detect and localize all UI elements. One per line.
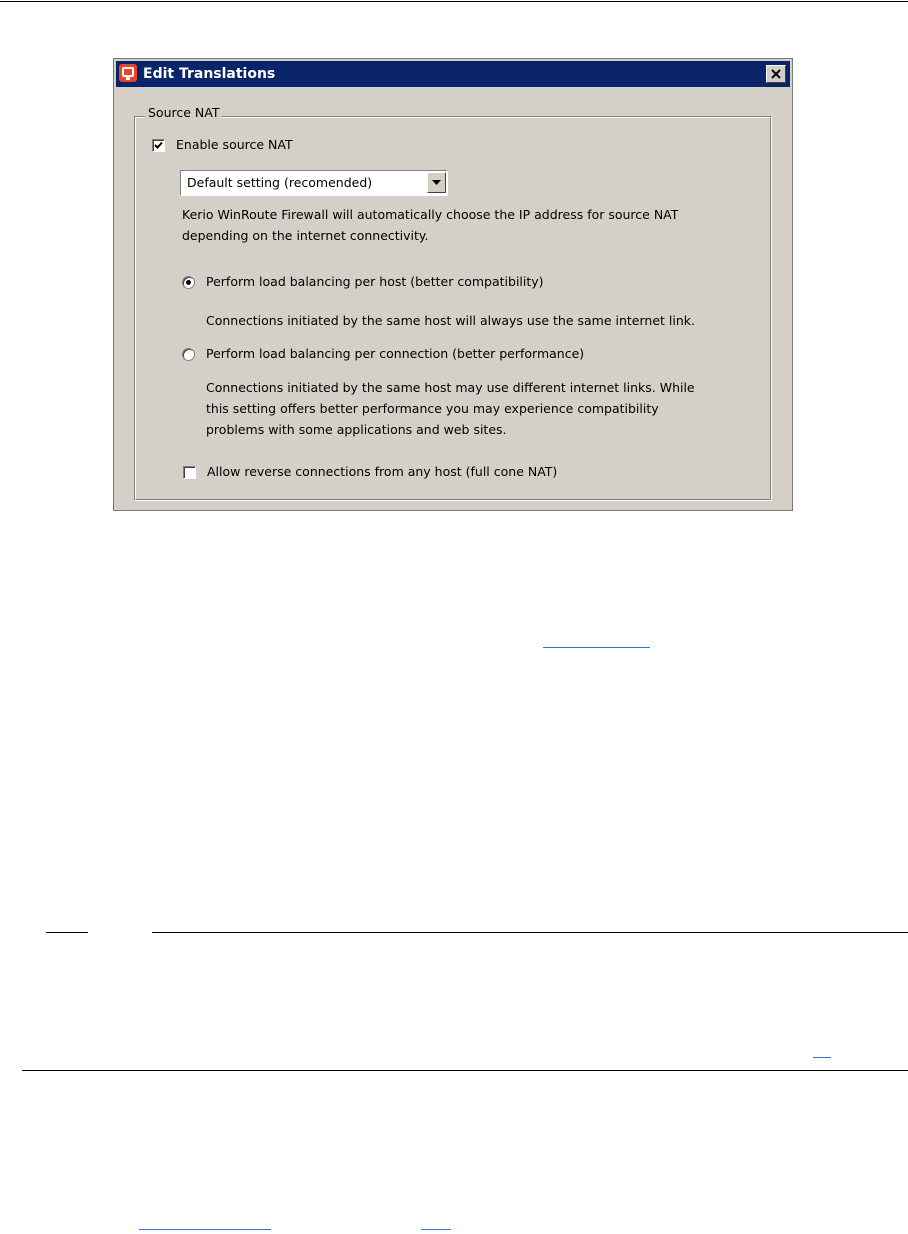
auto-ip-description-line-2: depending on the internet connectivity. — [182, 228, 429, 243]
radio-selected-dot — [186, 280, 191, 285]
dropdown-button[interactable] — [427, 172, 446, 193]
section-rule-bottom — [22, 1070, 908, 1071]
link-underline[interactable] — [543, 647, 650, 648]
per-host-description: Connections initiated by the same host will always use the same internet link. — [206, 313, 695, 328]
per-connection-description-line-3: problems with some applications and web sites. — [206, 422, 507, 437]
section-rule-left — [46, 932, 88, 933]
per-host-radio[interactable] — [182, 276, 195, 289]
title-bar[interactable] — [116, 61, 790, 87]
enable-source-nat-label[interactable]: Enable source NAT — [176, 137, 293, 152]
source-nat-group-label: Source NAT — [145, 105, 222, 121]
close-icon — [771, 69, 781, 79]
per-host-label[interactable]: Perform load balancing per host (better compatibility) — [206, 274, 544, 289]
source-nat-mode-value: Default setting (recomended) — [187, 175, 373, 190]
auto-ip-description-line-1: Kerio WinRoute Firewall will automatically choose the IP address for source NAT — [182, 207, 679, 222]
source-nat-mode-select[interactable] — [180, 170, 448, 196]
link-underline[interactable] — [139, 1229, 271, 1230]
full-cone-nat-label[interactable]: Allow reverse connections from any host (full cone NAT) — [207, 464, 558, 479]
close-button[interactable] — [766, 65, 786, 83]
per-connection-label[interactable]: Perform load balancing per connection (better performance) — [206, 346, 585, 361]
link-underline[interactable] — [813, 1057, 831, 1058]
dialog-title: Edit Translations — [143, 66, 276, 82]
per-connection-description-line-1: Connections initiated by the same host may use different internet links. While — [206, 380, 695, 395]
edit-translations-dialog — [113, 58, 793, 511]
checkmark-icon — [154, 141, 163, 150]
link-underline[interactable] — [421, 1229, 451, 1230]
top-rule — [0, 1, 908, 2]
app-icon — [119, 64, 137, 82]
enable-source-nat-checkbox[interactable] — [152, 139, 165, 152]
per-connection-description-line-2: this setting offers better performance you may experience compatibility — [206, 401, 659, 416]
per-connection-radio[interactable] — [182, 348, 195, 361]
full-cone-nat-checkbox[interactable] — [183, 466, 196, 479]
chevron-down-icon — [432, 180, 441, 185]
section-rule-right — [152, 932, 908, 933]
